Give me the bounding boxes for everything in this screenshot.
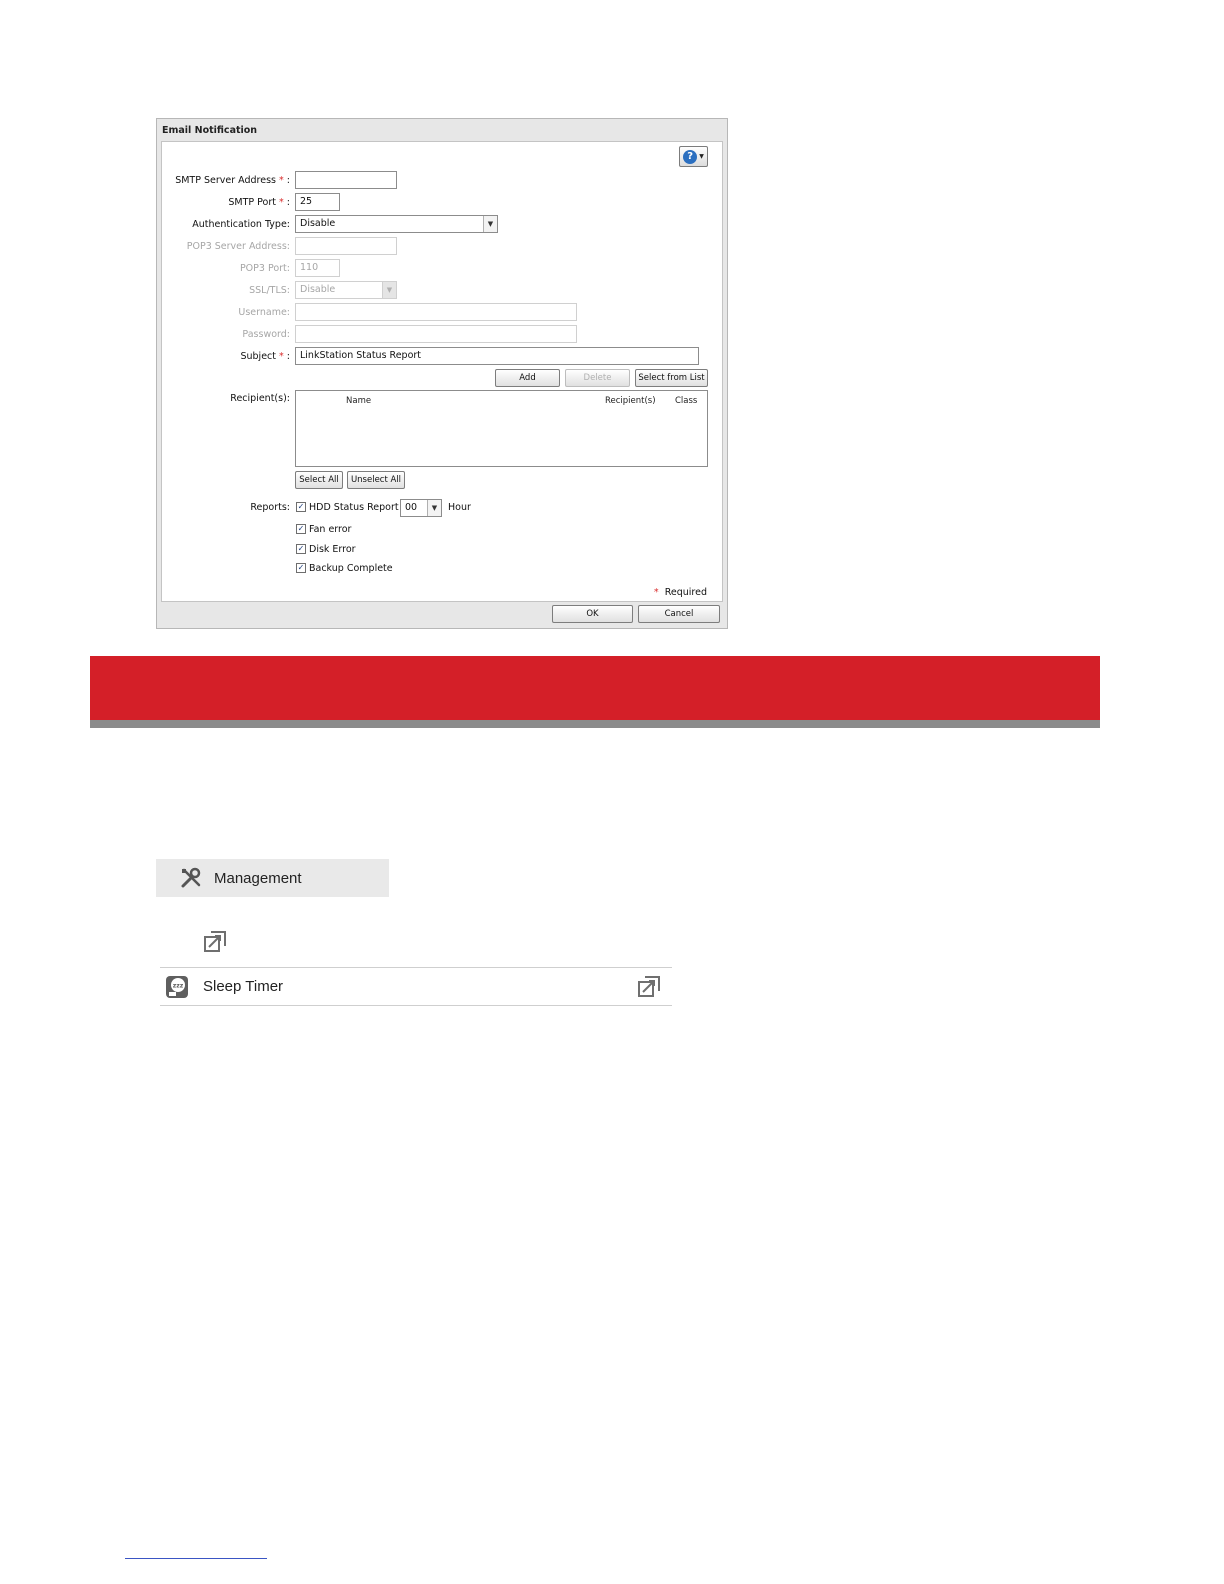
management-nav-item[interactable]	[156, 859, 389, 897]
ok-button[interactable]: OK	[552, 605, 633, 623]
ssl-tls-value: Disable	[300, 284, 336, 295]
sleep-timer-icon	[165, 975, 189, 999]
wrench-screwdriver-icon	[180, 867, 202, 889]
delete-button: Delete	[565, 369, 630, 387]
select-all-button[interactable]: Select All	[295, 471, 343, 489]
column-header-recipients[interactable]: Recipient(s)	[605, 396, 656, 406]
management-label: Management	[214, 869, 302, 887]
help-button[interactable]	[679, 146, 708, 167]
recipients-label: Recipient(s):	[230, 393, 290, 404]
required-note: * Required	[653, 587, 707, 598]
chevron-down-icon: ▼	[483, 216, 497, 232]
sleep-timer-row[interactable]	[160, 967, 672, 1006]
backup-complete-checkbox[interactable]: ✓	[297, 563, 305, 572]
select-from-list-button[interactable]: Select from List	[635, 369, 708, 387]
auth-type-value: Disable	[300, 218, 336, 229]
cancel-button[interactable]: Cancel	[638, 605, 720, 623]
password-input	[295, 325, 577, 343]
column-header-class[interactable]: Class	[675, 396, 698, 406]
disk-error-checkbox[interactable]: ✓	[297, 544, 305, 553]
smtp-server-label: SMTP Server Address * :	[175, 175, 290, 186]
username-label: Username:	[238, 307, 290, 318]
expand-window-icon	[204, 931, 226, 953]
hour-select[interactable]	[400, 499, 442, 517]
unselect-all-button[interactable]: Unselect All	[347, 471, 405, 489]
email-notification-dialog	[156, 118, 728, 629]
hdd-status-label: HDD Status Report	[309, 502, 399, 513]
pop3-port-input: 110	[295, 259, 340, 277]
chevron-down-icon: ▼	[427, 500, 441, 516]
expand-window-icon[interactable]	[638, 976, 660, 998]
footer-link-underline[interactable]	[125, 1558, 267, 1559]
ssl-tls-select	[295, 281, 397, 299]
section-banner	[90, 656, 1100, 720]
disk-error-label: Disk Error	[309, 544, 356, 555]
question-icon: ?	[683, 150, 697, 164]
backup-complete-label: Backup Complete	[309, 563, 393, 574]
chevron-down-icon: ▼	[382, 282, 396, 298]
smtp-port-label: SMTP Port * :	[228, 197, 290, 208]
hour-value: 00	[405, 502, 418, 513]
add-button[interactable]: Add	[495, 369, 560, 387]
dialog-title: Email Notification	[162, 125, 258, 136]
fan-error-checkbox[interactable]: ✓	[297, 524, 305, 533]
ssl-tls-label: SSL/TLS:	[249, 285, 290, 296]
auth-type-label: Authentication Type:	[192, 219, 290, 230]
pop3-server-label: POP3 Server Address:	[186, 241, 290, 252]
auth-type-select[interactable]	[295, 215, 498, 233]
reports-label: Reports:	[250, 502, 290, 513]
smtp-server-input[interactable]	[295, 171, 397, 189]
chevron-down-icon: ▼	[699, 153, 704, 160]
subject-input[interactable]: LinkStation Status Report	[295, 347, 699, 365]
section-banner-underline	[90, 720, 1100, 728]
smtp-port-input[interactable]: 25	[295, 193, 340, 211]
pop3-port-label: POP3 Port:	[239, 263, 290, 274]
hdd-status-checkbox[interactable]: ✓	[297, 502, 305, 511]
subject-label: Subject * :	[240, 351, 290, 362]
pop3-server-input	[295, 237, 397, 255]
hour-unit-label: Hour	[448, 502, 471, 513]
fan-error-label: Fan error	[309, 524, 352, 535]
sleep-timer-label: Sleep Timer	[203, 978, 284, 995]
column-header-name[interactable]: Name	[346, 396, 372, 406]
dialog-body	[161, 141, 723, 602]
recipients-table[interactable]	[295, 390, 708, 467]
svg-text:zzz: zzz	[172, 982, 184, 989]
password-label: Password:	[242, 329, 290, 340]
username-input	[295, 303, 577, 321]
